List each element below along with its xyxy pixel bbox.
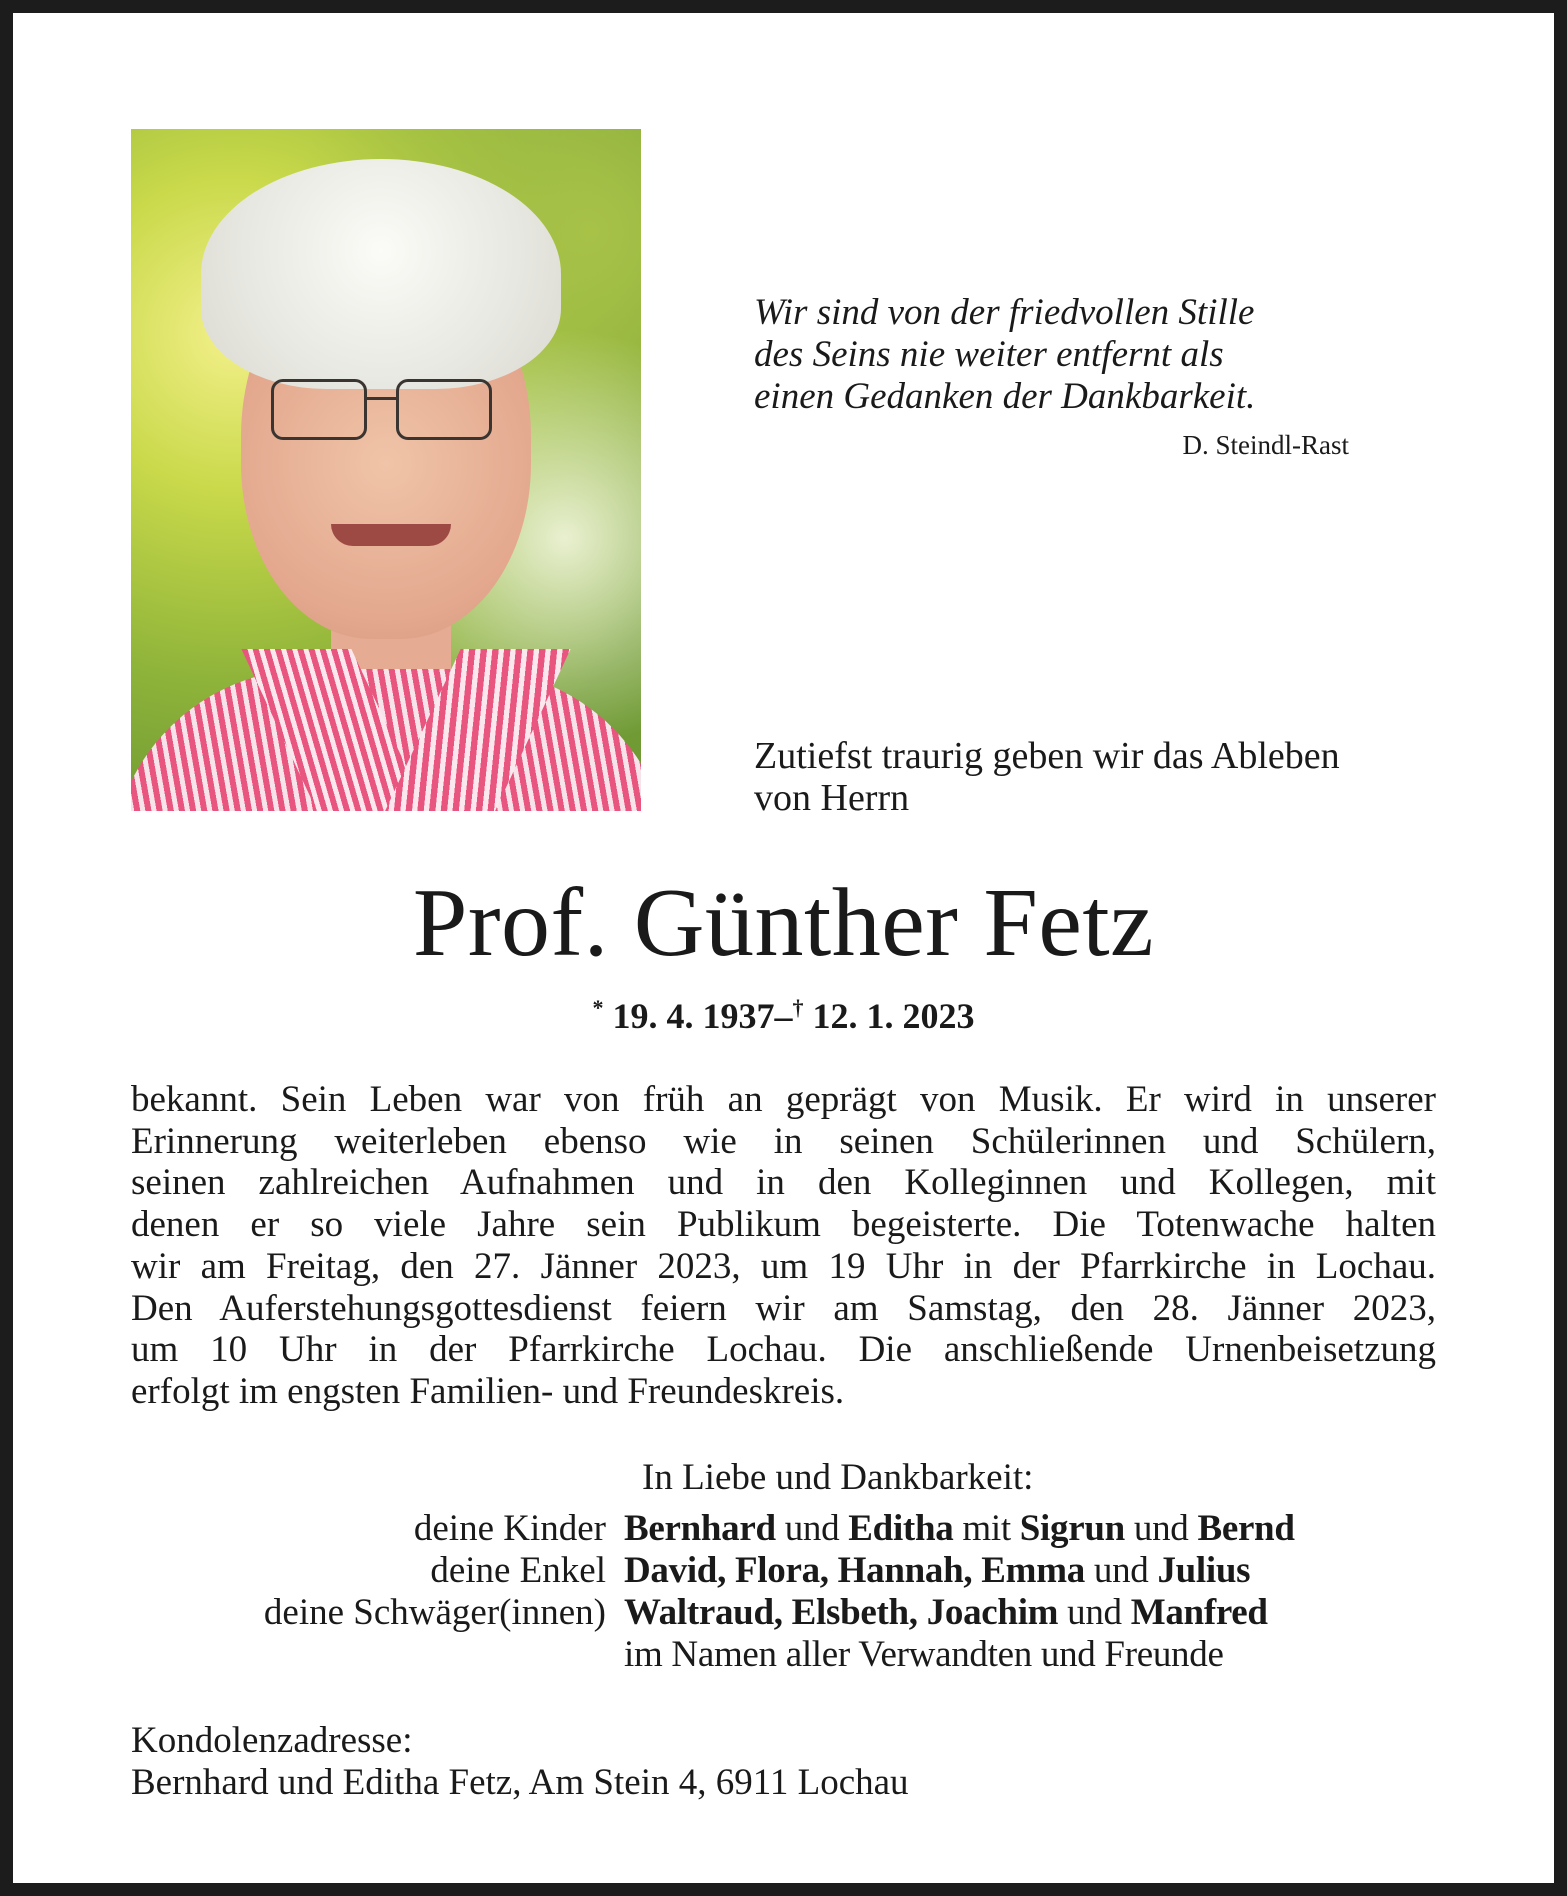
connector-text: und [1124,1508,1198,1549]
family-row-footer [131,1634,1436,1676]
condolence-address [131,1720,909,1804]
body-line: Den Auferstehungsgottesdienst feiern wir am Samstag, den 28. Jänner 2023, [131,1287,1436,1329]
death-symbol: † [792,995,804,1020]
quote-line: Wir sind von der friedvollen Stille [754,292,1255,333]
portrait-photo [131,129,641,811]
family-label: deine Enkel [430,1550,606,1591]
family-member-name: Bernhard [624,1508,776,1549]
intro-line: Zutiefst traurig geben wir das Ableben [754,735,1340,777]
connector-text: mit [953,1508,1020,1549]
intro-text [754,735,1440,819]
connector-text: und [775,1508,849,1549]
family-member-name: David, Flora, Hannah, Emma [624,1550,1085,1591]
announcement-body [131,1079,1436,1413]
family-names [624,1508,1436,1550]
quote [754,292,1255,418]
life-dates [0,995,1567,1037]
family-row-grandchildren [131,1550,1436,1592]
death-date: 12. 1. 2023 [812,996,975,1036]
deceased-name: Prof. Günther Fetz [412,869,1155,977]
condolence-address-text: Bernhard und Editha Fetz, Am Stein 4, 6911 Lochau [131,1762,909,1803]
body-line: Erinnerung weiterleben ebenso wie in seinen Schülerinnen und Schülern, [131,1120,1436,1162]
connector-text: und [1058,1592,1131,1633]
body-line: denen er so viele Jahre sein Publikum begeisterte. Die Totenwache halten [131,1204,1436,1246]
quote-line: einen Gedanken der Dankbarkeit. [754,376,1256,417]
intro-line: von Herrn [754,777,910,819]
body-line: bekannt. Sein Leben war von früh an geprägt von Musik. Er wird in unserer [131,1079,1436,1120]
family-list [131,1508,1436,1676]
family-member-name: Bernd [1197,1508,1295,1549]
family-member-name: Sigrun [1019,1508,1125,1549]
condolence-label: Kondolenzadresse: [131,1720,413,1761]
family-label: deine Schwäger(innen) [263,1592,606,1633]
quote-line: des Seins nie weiter entfernt als [754,334,1224,375]
family-row-in-laws [131,1592,1436,1634]
birth-date: 19. 4. 1937 [612,996,775,1036]
family-label: deine Kinder [413,1508,606,1549]
birth-symbol: * [592,995,604,1020]
body-line: wir am Freitag, den 27. Jänner 2023, um 19 Uhr in der Pfarrkirche in Lochau. [131,1245,1436,1287]
connector-text: und [1084,1550,1158,1591]
date-separator: – [774,996,793,1036]
body-line: erfolgt im engsten Familien- und Freundeskreis. [131,1370,845,1412]
family-member-name: Manfred [1130,1592,1268,1633]
body-line: um 10 Uhr in der Pfarrkirche Lochau. Die anschließende Urnenbeisetzung [131,1329,1436,1371]
family-member-name: Waltraud, Elsbeth, Joachim [624,1592,1059,1633]
family-names [624,1592,1436,1634]
family-footer: im Namen aller Verwandten und Freunde [624,1634,1224,1675]
quote-author: D. Steindl-Rast [1182,430,1349,460]
family-member-name: Editha [848,1508,954,1549]
closing-line: In Liebe und Dankbarkeit: [642,1457,1034,1498]
family-row-children [131,1508,1436,1550]
family-names [624,1550,1436,1592]
body-line: seinen zahlreichen Aufnahmen und in den Kolleginnen und Kollegen, mit [131,1162,1436,1204]
family-member-name: Julius [1157,1550,1251,1591]
